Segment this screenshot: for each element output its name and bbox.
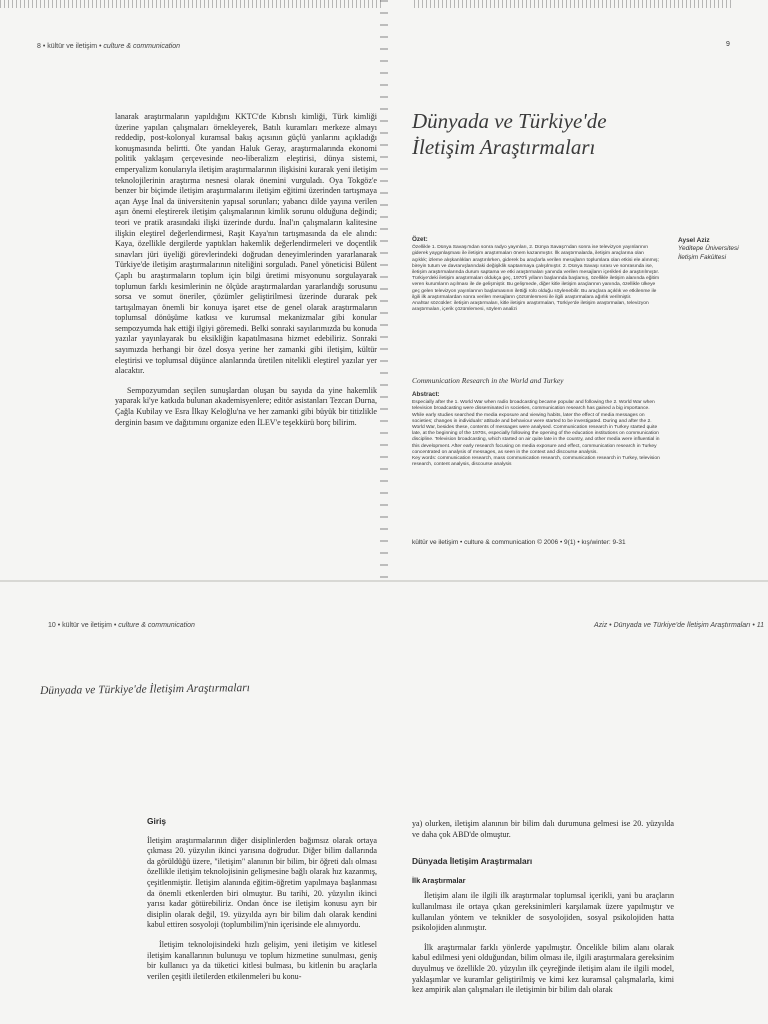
spread-gutter <box>380 0 388 582</box>
paragraph: Sempozyumdan seçilen sunuşlardan oluşan bu sayıda da yine hakemlik yaparak ki'ye katkıda bulunan akademisyenlere; editör asistanları Tezcan Durna, Çağla Kubilay ve Esra İlkay Keloğlu'na ve her zamanki gibi büyük bir titizlikle derginin basım ve dağıtımını organize eden İLEV'e teşekkürü borç bilirim. <box>115 385 377 427</box>
abstract-text: Especially after the 1. World War when radio broadcasting became popular and following the 2. World War when television broadcasting were disseminated in societies, communication research has gained a big importance. While early studies searched the media exposure and viewing habits, later the effect of media messages on societies; changes in individuals' attitude and behaviour were started to be investigated. During and after the 2. World War, besides these, contents of messages were analysed. Communication research in Turkey started quite late, at the beginning of the 1970s, especially following the opening of the education institutions on communication discipline. Television broadcasting, which started on air quite late in the country, and other media were influential in this development. After early research focusing on media exposure and effect, communication research in Turkey concentrated on analysis of messages, as seen in the context and discourse analysis. <box>412 400 660 455</box>
author-affiliation: İletişim Fakültesi <box>678 253 727 261</box>
paragraph: İlk araştırmalar farklı yönlerde yapılmıştır. Öncelikle bilim alanı olarak kabul edilmesi yeni olduğundan, bilim olması ile, ilgili araştırmalara gereksinim duyulmuş ve özellikle 20. yüzyılın ilk çeyreğinde iletişim alanı ile ilgili model, yaklaşımlar ve kuramlar geliştirilmiş ve kimi kez kuramsal çalışmalarla, kimi kez ampirik alan çalışmaları ile iletişimin bir bilim dalı olarak <box>412 942 674 995</box>
scan-edge <box>414 0 734 8</box>
section-heading: Dünyada İletişim Araştırmaları <box>412 856 533 867</box>
article-title: Dünyada ve Türkiye'de İletişim Araştırmaları <box>40 682 251 697</box>
body-text <box>147 816 377 991</box>
page-8 <box>0 0 384 582</box>
anahtar-sozcukler: Anahtar sözcükler: iletişim araştırmaları, kitle iletişim araştırmaları, Türkiye'de iletişim araştırmaları, televizyon araştırmaları, içerik çözümlemesi, söylem analizi <box>412 301 649 313</box>
author-affiliation: Yeditepe Üniversitesi <box>678 245 739 253</box>
page-11 <box>384 582 768 1024</box>
page-9 <box>384 0 768 582</box>
scan-edge <box>0 0 384 8</box>
paragraph: İletişim teknolojisindeki hızlı gelişim, yeni iletişim ve kitlesel iletişim kanallarının bulunuşu ve toplum hizmetine sunulması, geniş bir kullanıcı ya da tüketici kitlesi bulması, bu kitlenin bu araçlarla verilen çeşitli iletilerden etkilenmeleri bu konu- <box>147 939 377 981</box>
article-title <box>412 108 607 160</box>
paragraph: İletişim araştırmalarının diğer disiplinlerden bağımsız olarak ortaya çıkması 20. yüzyılın ikinci yarısına doğrudur. Diğer bilim dallarında da görüldüğü üzere, "iletişim" alanının bir bilim, bir öğreti dalı olması özellikle iletişim teknolojisinin gelişmesine bağlı olarak hız kazanmış, çeşitlenmiştir. İletişim alanında eğitim-öğretim yapılmaya başlanması da önemli etkenlerden biri olmuştur. Bu tarihi, 20. yüzyılın ikinci yarısı kadar götürebiliriz. Ondan önce ise iletişim konusu ayrı bir disiplin olarak değil, 19. yüzyılda ayrı bir bilim dalı olarak kendini kabul ettiren sosyoloji (toplumbilim)'nin içerisinde ele alınıyordu. <box>147 835 377 930</box>
journal-footer: kültür ve iletişim • culture & communication © 2006 • 9(1) • kış/winter: 9-31 <box>412 539 626 546</box>
running-head: Aziz • Dünyada ve Türkiye'de İletişim Araştırmaları • 11 <box>594 622 765 629</box>
author-name: Aysel Aziz <box>678 237 710 244</box>
ozet-block <box>412 237 660 313</box>
ozet-label: Özet: <box>412 236 428 243</box>
page-10 <box>0 582 384 1024</box>
title-line: İletişim Araştırmaları <box>412 135 596 159</box>
english-title: Communication Research in the World and Turkey <box>412 376 564 385</box>
page-number: 9 <box>726 41 730 48</box>
section-heading: Giriş <box>147 816 167 826</box>
abstract-block <box>412 392 660 468</box>
running-head: 8 • kültür ve iletişim • culture & communication <box>37 43 181 50</box>
body-text <box>115 112 377 437</box>
abstract-label: Abstract: <box>412 391 440 398</box>
subsection-heading: İlk Araştırmalar <box>412 875 466 885</box>
title-line: Dünyada ve Türkiye'de <box>412 109 607 133</box>
paragraph: İletişim alanı ile ilgili ilk araştırmalar toplumsal içerikli, yani bu araçların kullanılması ile ortaya çıkan gereksinimleri karşılamak üzere yapılmıştır ve kullanılan yöntem ve teknikler de sosyolojiden, sosyal psikolojiden hatta psikolojiden alınmıştır. <box>412 891 674 933</box>
keywords: Key words: communication research, mass communication research, communication research in Turkey, television research, content analysis, discourse analysis <box>412 456 660 468</box>
ozet-text: Özellikle 1. Dünya Savaşı'ndan sonra radyo yayınları, 2. Dünya Savaşı'ndan sonra ise televizyon yayınlarının giderek yaygınlaşması ile iletişim araştırmaları önem kazanmıştır. İlk araştırmalarda, iletişim araçlarına olan açıklık; izleme alışkanlıkları araştırılırken, giderek bu araçlarla verilen mesajların toplumlara olan etkisi ele alınmış; bireyin tutum ve davranışlarındaki değişiklik saptanmaya çalışılmıştır. 2. Dünya Savaşı sırası ve sonrasında ise, iletişim araştırmalarında durum saptama ve etki araştırmaları yanında verilen mesajların içerikleri de araştırılmıştır. Türkiye'deki iletişim araştırmaları oldukça geç, 1970'li yılların başlarında başlamış, özellikle iletişim alanında eğitim veren kurumların açılması ile de gelişmiştir. Bu gelişmede, diğer kitle iletişim araçlarının yanında, özellikle ülkeye geç gelen televizyon yayınlarının başlamasının ilettiği rolü olduğu söylenebilir. Bu araçlara açıklık ve etkilenme ile ilgili ilk araştırmalardan sonra verilen mesajların çözümlenmesi ile ilgili araştırmalara ağırlık verilmiştir. <box>412 245 660 300</box>
paragraph: lanarak araştırmaların yapıldığını KKTC'de Kıbrıslı kimliği, Türk kimliği üzerine yapılan çalışmaları örnekleyerek, Batılı kuramları merkeze almayı reddedip, post-kolonyal kuramsal bakış açısının güçlü yanlarını açıkladığı konuşmasında belirtti. Öte yandan Haluk Geray, araştırmalarında ekonomi politik yaklaşım çerçevesinde neo-liberalizm eleştirisi, dünya sistemi, emperyalizm konularıyla iletişim araştırmalarının ilişkisini kurarak yeni iletişim teknolojilerinin araştırma nesnesi olarak önemini vurguladı. Oya Tokgöz'e benzer bir biçimde iletişim araştırmalarını iletişim eğitimi üzerinden tartışmaya açan Ayşe İnal da üniversitenin yapısal sorunları; yabancı dilde yayına verilen aşırı önemi eleştirerek iletişim çalışmalarının kimlik sorunu olduğuna değindi; teori ve pratik arasındaki ilişki üzerinde durdu. İnal'ın çalışmaların kalitesine ilişkin eleştirel değerlendirmesi, Raşit Kaya'nın tartışmasında da ele alındı: Kaya, özellikle dergilerde yaptıkları hakemlik değerlendirmeleri ve doçentlik sınavları jüri üyeliği görevlerindeki doğrudan deneyimlerinden yararlanarak Türkiye'de iletişim araştırmalarının niteliğini sorguladı. Panel yöneticisi Bülent Çaplı bu araştırmaların toplum için bilgi üretimi misyonunu sorgulayarak toplumun farklı kesimlerinin ne ölçüde araştırmalardan yararlandığı sorusunu sorsa ve somut öneriler, çözümler geliştirilmesi üzerinde durarak pek tartışılmayan önemli bir konuya işaret etse de genel olarak araştırmaların toplumsal dönüşüme katkısı ve kurumsal mekanizmalar gibi konular sempozyumda hak ettiği ilgiyi göremedi. Belki sonraki sayılarımızda bu konuda yazılar yayınlayarak bu eksikliğin kapatılmasına hizmet edebiliriz. Sonraki sayımızda herhangi bir özel dosya yerine her zamanki gibi iletişim, kültür eleştirisi ve toplumsal düşünce alanlarında üretilen nitelikli eleştirel yazılar yer alacaktır. <box>115 112 377 376</box>
author-block <box>678 237 762 262</box>
running-head: 10 • kültür ve iletişim • culture & communication <box>48 622 195 629</box>
body-text <box>412 819 674 1005</box>
paragraph: ya) olurken, iletişim alanının bir bilim dalı durumuna gelmesi ise 20. yüzyılda ve daha çok ABD'de olmuştur. <box>412 819 674 839</box>
